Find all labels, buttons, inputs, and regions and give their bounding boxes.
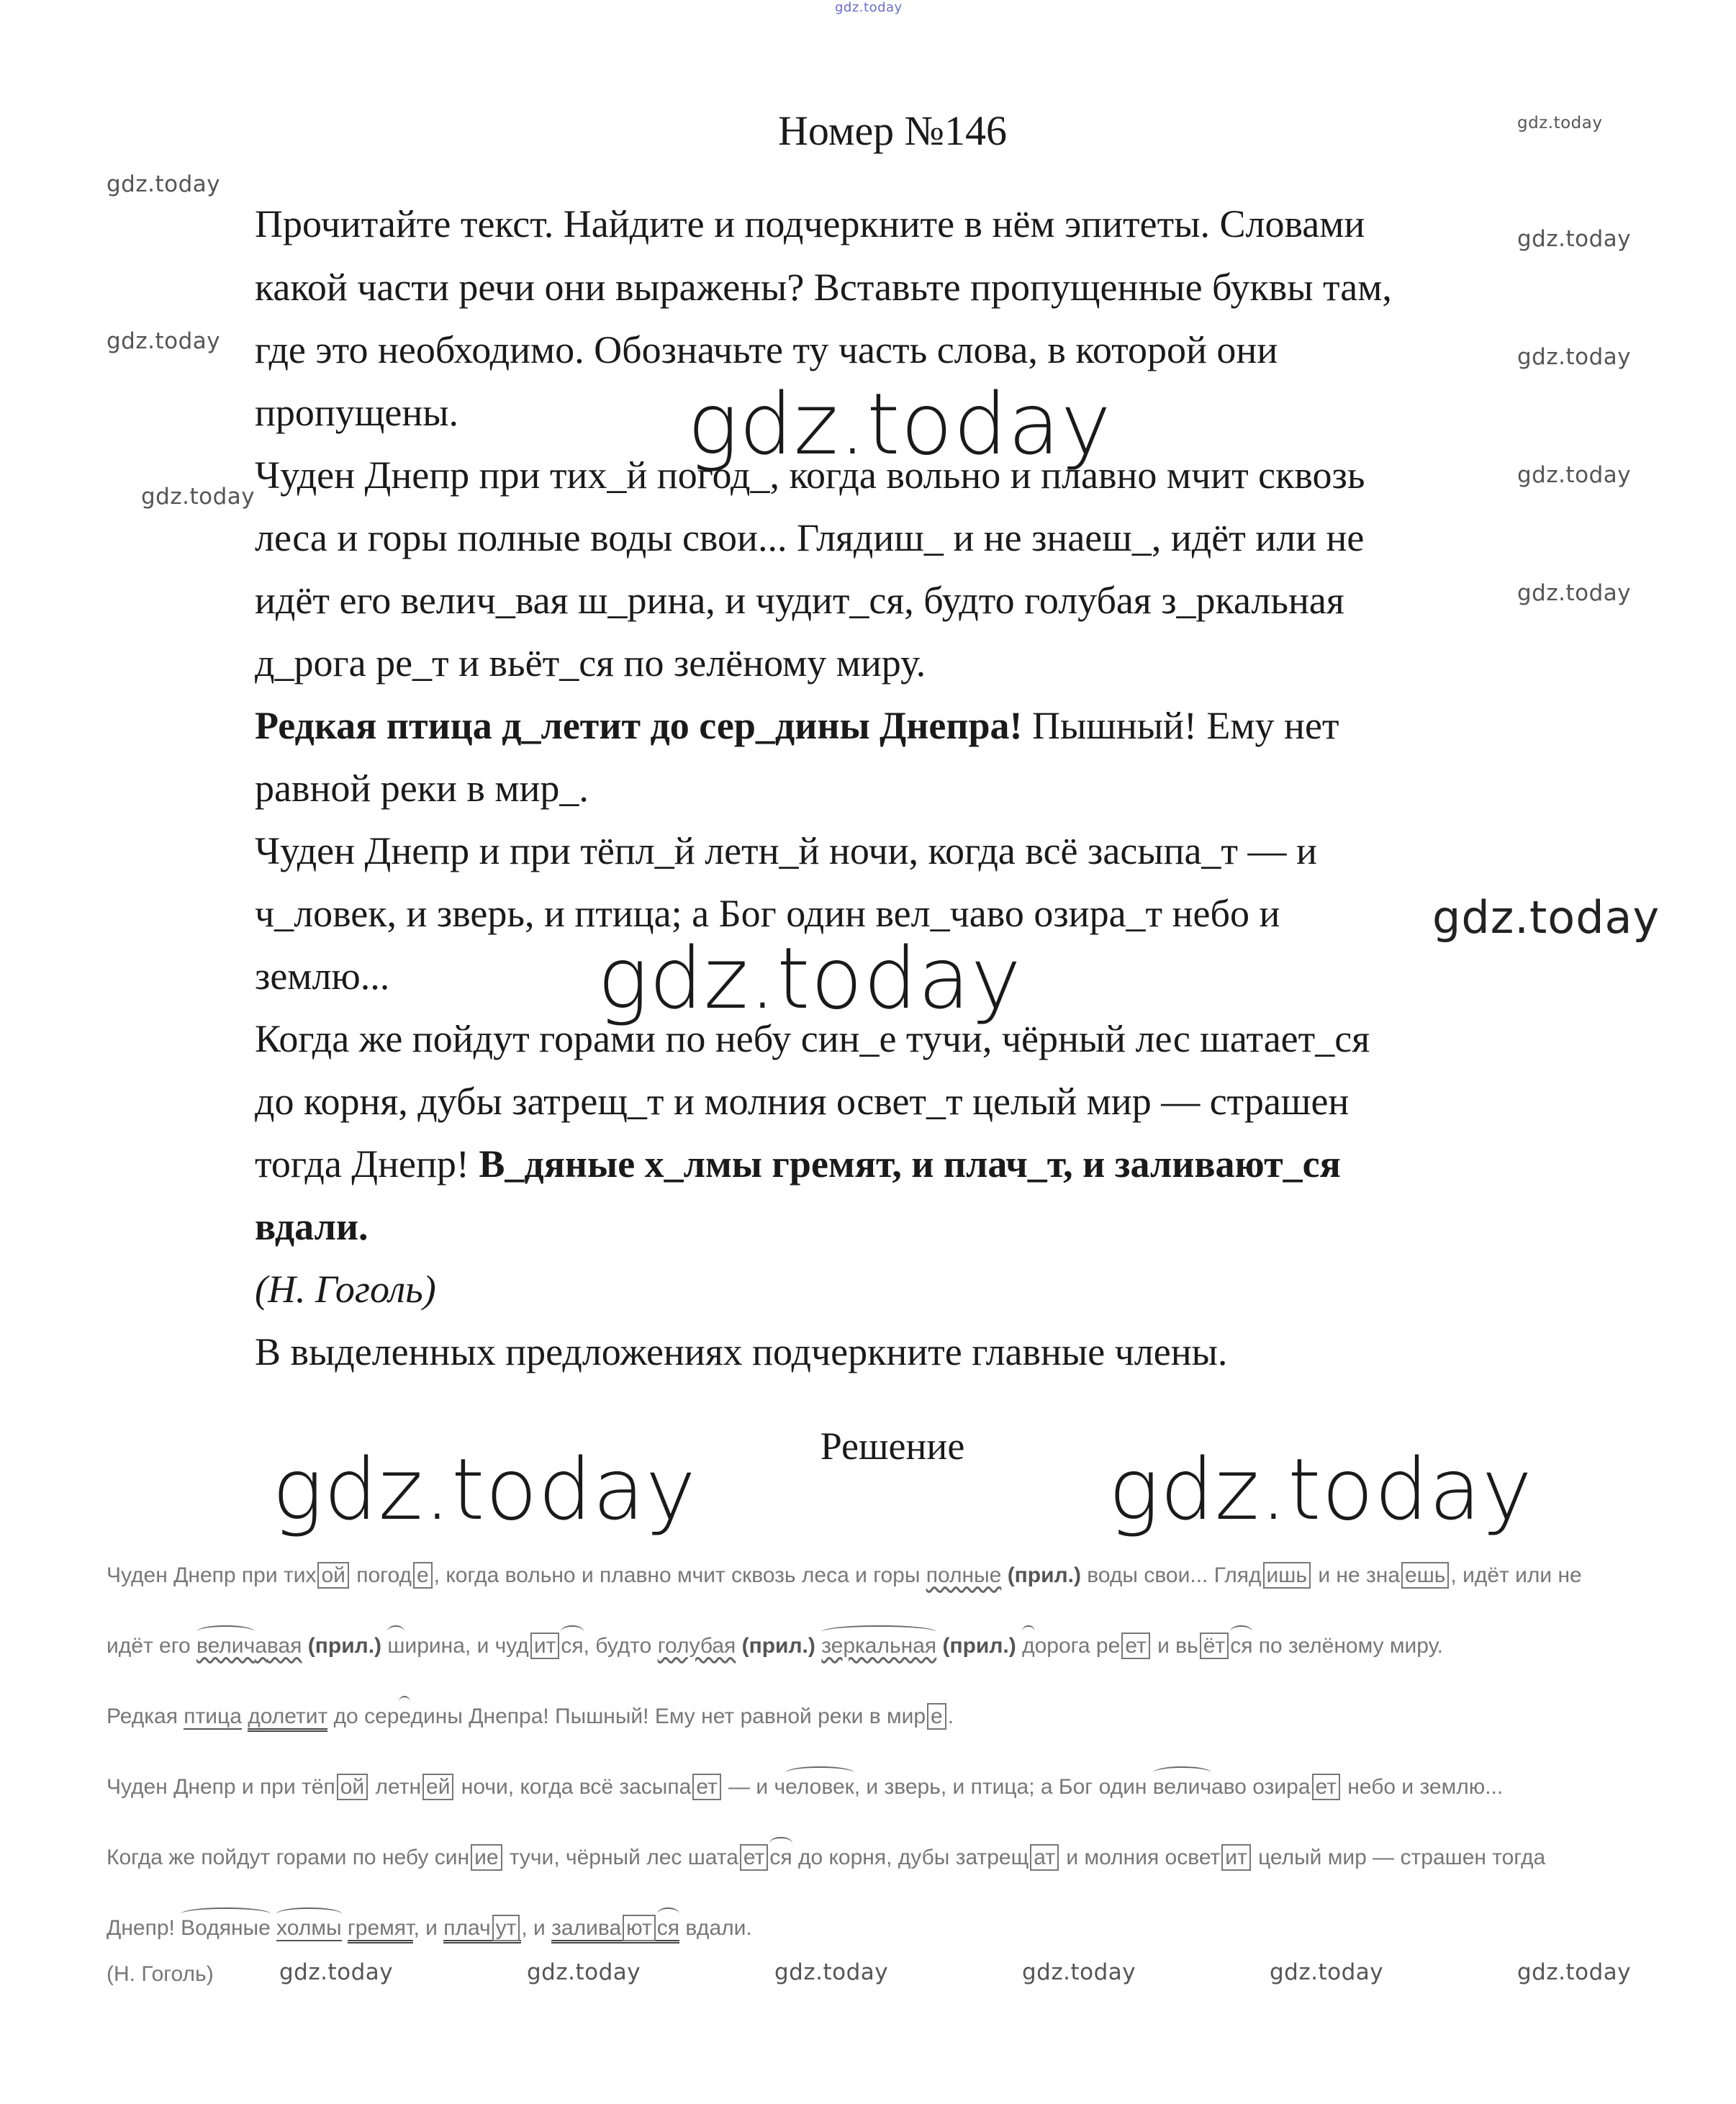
solution-heading: Решение — [820, 1425, 965, 1468]
predicate — [551, 1916, 679, 1943]
bold-sentence: Редкая птица д_летит до сер_дины Днепра! — [255, 704, 1023, 747]
ending-box: ат — [1030, 1844, 1059, 1871]
text-fragment — [1001, 1563, 1007, 1587]
text-fragment: идёт его — [107, 1634, 197, 1658]
predicate: гремят — [348, 1916, 414, 1943]
postfix-mark: ся — [656, 1916, 679, 1940]
text-line: идёт его велич_вая ш_рина, и чудит_ся, будто голубая з_ркальная — [255, 579, 1344, 622]
text-line: до корня, дубы затрещ_т и молния освет_т целый мир — страшен — [255, 1080, 1350, 1123]
pos-label: (прил.) — [741, 1634, 815, 1658]
text-fragment: , и зверь, и птица; а Бог один — [854, 1775, 1153, 1799]
watermark: gdz.today — [1517, 462, 1632, 488]
watermark: gdz.today — [1517, 114, 1603, 132]
text-line — [255, 1142, 1341, 1186]
pos-label: (прил.) — [1007, 1563, 1081, 1587]
root-mark: д — [1022, 1634, 1035, 1658]
predicate: долетит — [248, 1705, 327, 1732]
task-line: какой части речи они выражены? Вставьте пропущенные буквы там, — [255, 266, 1392, 309]
text-fragment — [815, 1634, 821, 1658]
author: (Н. Гоголь) — [255, 1268, 436, 1311]
text-fragment: а — [255, 1634, 267, 1658]
text-line: равной реки в мир_. — [255, 767, 589, 810]
text-fragment: и молния освет — [1060, 1846, 1221, 1869]
text-line: д_рога ре_т и вьёт_ся по зелёному миру. — [255, 641, 926, 685]
text-fragment: , и — [521, 1916, 552, 1940]
watermark: gdz.today — [527, 1959, 641, 1985]
ending-box: ешь — [1401, 1562, 1449, 1589]
watermark: gdz.today — [1517, 226, 1632, 252]
bold-sentence: В_дяные х_лмы гремят, и плач_т, и заливают_ся — [479, 1142, 1341, 1186]
ending-box: е — [413, 1562, 433, 1589]
watermark: gdz.today — [774, 1959, 889, 1985]
text-fragment: аво озира — [1211, 1775, 1311, 1799]
solution-line-6 — [107, 1916, 752, 1941]
ending-box: ит — [530, 1633, 560, 1659]
solution-line-4 — [107, 1775, 1503, 1800]
text-fragment: орога ре — [1034, 1634, 1121, 1658]
text-fragment: , идёт или не — [1450, 1563, 1582, 1587]
text-fragment — [1016, 1634, 1022, 1658]
text-fragment: Чуден Днепр и при тёп — [107, 1775, 335, 1799]
watermark: gdz.today — [1432, 891, 1660, 944]
solution-line-5 — [107, 1846, 1545, 1870]
ending-box: е — [927, 1703, 946, 1730]
task-line: Прочитайте текст. Найдите и подчеркните в нём эпитеты. Словами — [255, 202, 1365, 245]
root-mark: велич — [196, 1634, 256, 1658]
text-fragment — [242, 1705, 248, 1728]
postfix-mark: ся — [769, 1846, 792, 1869]
instruction: В выделенных предложениях подчеркните главные члены. — [255, 1330, 1228, 1373]
ending-box: ой — [337, 1774, 368, 1800]
text-fragment: дины Днепра! Пышный! Ему нет равной реки в мир — [410, 1705, 926, 1728]
subject: птица — [184, 1705, 242, 1728]
text-fragment: целый мир — страшен тогда — [1252, 1846, 1546, 1869]
ending-box: ет — [1121, 1633, 1149, 1659]
epithet: зеркальная — [821, 1634, 937, 1658]
text-fragment: Когда же пойдут горами по небу син — [107, 1846, 470, 1869]
postfix-mark: ся — [1230, 1634, 1253, 1658]
predicate — [443, 1916, 521, 1943]
text-fragment — [302, 1634, 307, 1658]
watermark: gdz.today — [141, 484, 256, 510]
page-title: Номер №146 — [777, 107, 1008, 154]
text-fragment: Чуден Днепр при тих — [107, 1563, 317, 1587]
watermark: gdz.today — [1022, 1959, 1136, 1985]
text-line: Чуден Днепр при тих_й погод_, когда вольно и плавно мчит сквозь — [255, 453, 1365, 497]
text-fragment: и не зна — [1311, 1563, 1401, 1587]
ending-box: ет — [740, 1844, 768, 1871]
subject: холмы — [276, 1916, 342, 1940]
ending-box: ие — [471, 1844, 502, 1871]
ending-box: ют — [623, 1915, 656, 1941]
root-mark: еловек — [785, 1775, 854, 1799]
text-line: Чуден Днепр и при тёпл_й летн_й ночи, когда всё засыпа_т — и — [255, 829, 1317, 872]
text-fragment: ночи, когда всё засыпа — [455, 1775, 692, 1799]
text-line: Когда же пойдут горами по небу син_е тучи, чёрный лес шатает_ся — [255, 1017, 1370, 1060]
text-fragment: по зелёному миру. — [1252, 1634, 1443, 1658]
solution-line-1 — [107, 1563, 1582, 1588]
text-fragment: — и ч — [722, 1775, 786, 1799]
epithet — [196, 1634, 302, 1658]
text-fragment: до корня, дубы затрещ — [792, 1846, 1029, 1869]
text-fragment — [271, 1916, 276, 1940]
text-fragment — [736, 1634, 741, 1658]
text-fragment: , и — [413, 1916, 444, 1940]
text-line: ч_ловек, и зверь, и птица; а Бог один вел_чаво озира_т небо и — [255, 892, 1280, 935]
task-line: где это необходимо. Обозначьте ту часть слова, в которой они — [255, 328, 1278, 371]
watermark-large: gdz.today — [1108, 1440, 1533, 1539]
ending-box: ёт — [1200, 1633, 1229, 1659]
text-fragment: вдали. — [679, 1916, 752, 1940]
watermark-top: gdz.today — [835, 0, 903, 15]
watermark: gdz.today — [1517, 580, 1632, 606]
text-fragment: плач — [443, 1916, 491, 1940]
text-fragment: , когда вольно и плавно мчит сквозь леса и горы — [433, 1563, 926, 1587]
ending-box: ет — [1312, 1774, 1340, 1800]
root-mark: велич — [1152, 1775, 1211, 1799]
text-fragment: ирина, и чуд — [404, 1634, 529, 1658]
solution-line-2 — [107, 1634, 1443, 1658]
solution-author: (Н. Гоголь) — [107, 1962, 214, 1986]
epithet: голубая — [657, 1634, 736, 1658]
ending-box: ит — [1221, 1844, 1251, 1871]
watermark-large: gdz.today — [272, 1440, 697, 1539]
pos-label: (прил.) — [307, 1634, 382, 1658]
text-fragment: до сер — [327, 1705, 399, 1728]
text-fragment: залива — [551, 1916, 622, 1940]
text-fragment: Днепр! — [107, 1916, 181, 1940]
ending-box: ой — [317, 1562, 348, 1589]
text-fragment: Пышный! Ему нет — [1022, 704, 1339, 747]
root-mark: Водяные — [181, 1916, 271, 1940]
text-fragment: тучи, чёрный лес шата — [503, 1846, 738, 1869]
text-fragment: , будто — [583, 1634, 658, 1658]
text-line: леса и горы полные воды свои... Глядиш_ и не знаеш_, идёт или не — [255, 516, 1365, 559]
watermark-large: gdz.today — [687, 374, 1112, 474]
ending-box: ет — [692, 1774, 720, 1800]
text-fragment — [342, 1916, 348, 1940]
root-mark: ш — [387, 1634, 405, 1658]
text-fragment: тогда Днепр! — [255, 1142, 479, 1186]
text-fragment: воды свои... Гляд — [1080, 1563, 1262, 1587]
text-fragment: вая — [266, 1634, 302, 1658]
text-fragment: Редкая — [107, 1705, 184, 1728]
pos-label: (прил.) — [942, 1634, 1016, 1658]
postfix-mark: ся — [561, 1634, 584, 1658]
text-fragment: . — [947, 1705, 954, 1728]
watermark: gdz.today — [107, 328, 221, 354]
text-fragment: погод — [350, 1563, 412, 1587]
epithet: полные — [926, 1563, 1002, 1587]
ending-box: ут — [492, 1915, 520, 1941]
watermark: gdz.today — [1270, 1959, 1384, 1985]
text-fragment: летн — [369, 1775, 422, 1799]
watermark-large: gdz.today — [597, 929, 1022, 1028]
watermark: gdz.today — [107, 171, 221, 197]
solution-line-3 — [107, 1705, 954, 1729]
text-fragment: небо и землю... — [1341, 1775, 1504, 1799]
bold-sentence: вдали. — [255, 1205, 369, 1248]
ending-box: ишь — [1263, 1562, 1311, 1589]
watermark: gdz.today — [1517, 344, 1632, 370]
ending-box: ей — [422, 1774, 453, 1800]
watermark: gdz.today — [1517, 1959, 1632, 1985]
task-line: пропущены. — [255, 391, 459, 434]
text-line: землю... — [255, 954, 390, 998]
text-line — [255, 703, 1339, 748]
watermark: gdz.today — [279, 1959, 394, 1985]
text-fragment: и вь — [1151, 1634, 1198, 1658]
root-mark: е — [399, 1705, 411, 1728]
